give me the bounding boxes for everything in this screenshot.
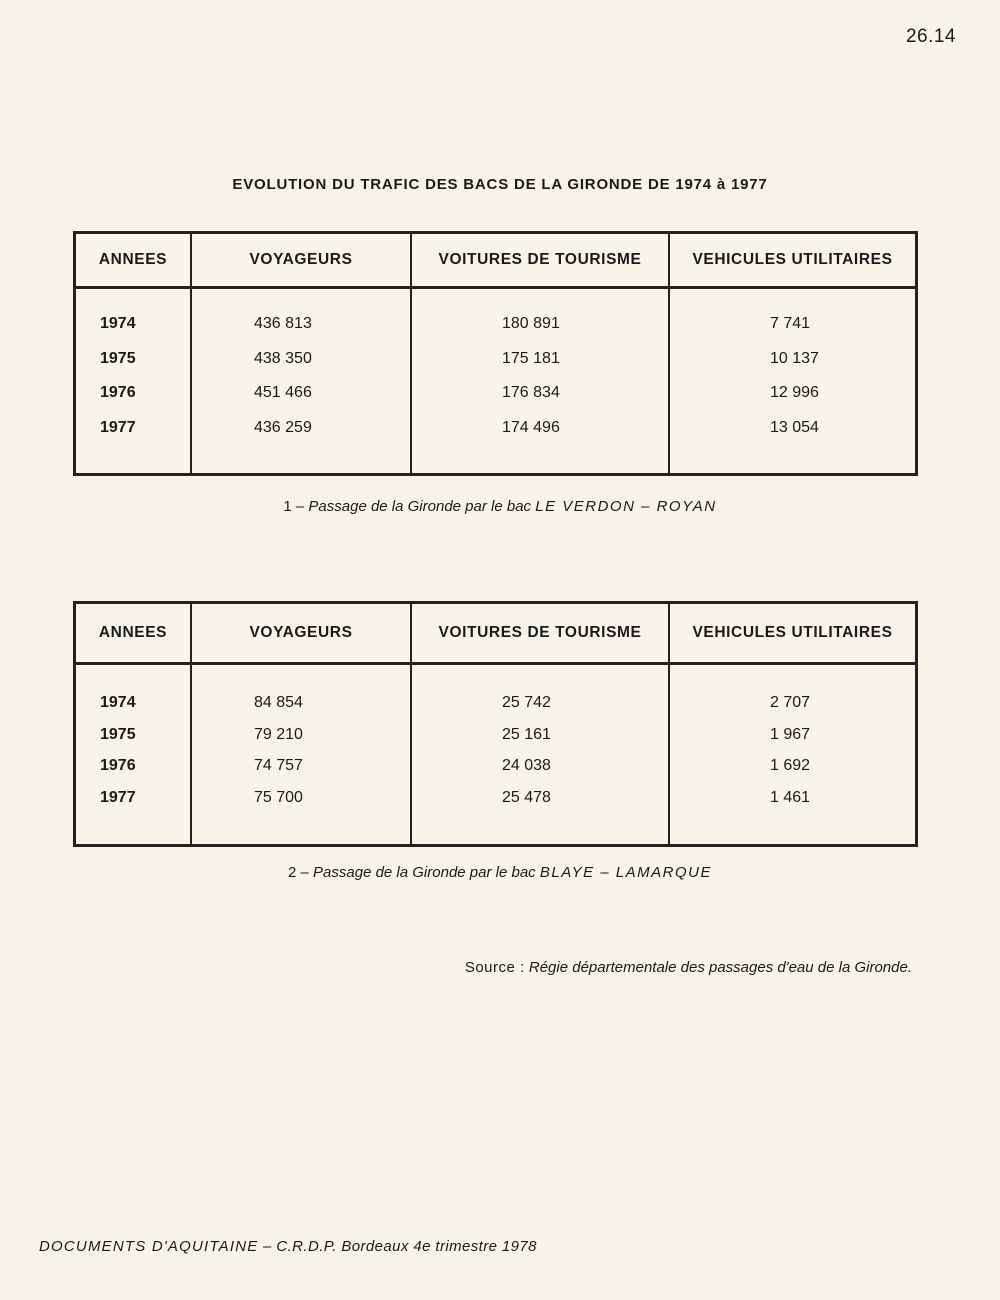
vehicules-cell: 7 741 — [770, 315, 811, 332]
vehicules-cell: 12 996 — [770, 384, 819, 401]
footer-details: – C.R.D.P. Bordeaux 4e trimestre 1978 — [263, 1238, 537, 1255]
voyageurs-cell: 436 259 — [254, 418, 312, 436]
year-cell: 1976 — [100, 384, 136, 401]
table-body — [76, 289, 915, 473]
column-header-voyageurs: VOYAGEURS — [192, 604, 412, 662]
caption-number: 1 – — [283, 498, 305, 515]
voyageurs-cell: 451 466 — [254, 384, 312, 401]
voitures-cell: 24 038 — [502, 757, 551, 774]
traffic-table-verdon-royan — [73, 231, 918, 476]
table-header — [76, 604, 915, 665]
vehicules-cell: 13 054 — [770, 418, 819, 436]
page-number: 26.14 — [905, 26, 956, 47]
voitures-cell: 174 496 — [502, 418, 560, 436]
page-footer — [39, 1238, 537, 1255]
column-header-voyageurs: VOYAGEURS — [192, 234, 412, 286]
voyageurs-cell: 79 210 — [254, 725, 303, 743]
column-header-voitures: VOITURES DE TOURISME — [412, 234, 670, 286]
table-caption-2 — [0, 864, 1000, 881]
voitures-cell: 180 891 — [502, 315, 560, 332]
column-header-annees: ANNEES — [76, 604, 192, 662]
source-label: Source : — [464, 959, 525, 976]
voyageurs-cell: 438 350 — [254, 349, 312, 367]
column-vehicules — [670, 289, 915, 473]
column-annees — [76, 289, 192, 473]
voitures-cell: 25 742 — [502, 694, 551, 711]
voitures-cell: 25 478 — [502, 788, 551, 806]
column-voitures — [412, 665, 670, 844]
page-title: EVOLUTION DU TRAFIC DES BACS DE LA GIRONDE DE 1974 à 1977 — [232, 176, 768, 193]
caption-place: LE VERDON – ROYAN — [535, 498, 717, 515]
column-annees — [76, 665, 192, 844]
table-header — [76, 234, 915, 289]
column-header-annees: ANNEES — [76, 234, 192, 286]
year-cell: 1977 — [100, 788, 136, 806]
column-voyageurs — [192, 289, 412, 473]
year-cell: 1974 — [100, 694, 136, 711]
vehicules-cell: 1 967 — [770, 725, 811, 743]
year-cell: 1975 — [100, 725, 136, 743]
footer-publication: DOCUMENTS D'AQUITAINE — [39, 1238, 259, 1255]
caption-number: 2 – — [288, 864, 309, 881]
voyageurs-cell: 84 854 — [254, 694, 303, 711]
voitures-cell: 176 834 — [502, 384, 560, 401]
column-header-voitures: VOITURES DE TOURISME — [412, 604, 670, 662]
table-caption-1 — [0, 498, 1000, 515]
caption-place: BLAYE – LAMARQUE — [539, 864, 712, 881]
caption-text: Passage de la Gironde par le bac — [308, 498, 532, 515]
table-body — [76, 665, 915, 844]
vehicules-cell: 10 137 — [770, 349, 819, 367]
vehicules-cell: 1 692 — [770, 757, 811, 774]
vehicules-cell: 2 707 — [770, 694, 811, 711]
column-vehicules — [670, 665, 915, 844]
column-header-vehicules: VEHICULES UTILITAIRES — [692, 251, 893, 268]
voitures-cell: 25 161 — [502, 725, 551, 743]
source-note — [465, 959, 912, 976]
caption-text: Passage de la Gironde par le bac — [313, 864, 536, 881]
column-header-vehicules: VEHICULES UTILITAIRES — [692, 624, 893, 641]
vehicules-cell: 1 461 — [770, 788, 811, 806]
voyageurs-cell: 75 700 — [254, 788, 303, 806]
year-cell: 1977 — [100, 418, 136, 436]
year-cell: 1974 — [100, 315, 136, 332]
voitures-cell: 175 181 — [502, 349, 560, 367]
column-voyageurs — [192, 665, 412, 844]
voyageurs-cell: 436 813 — [254, 315, 312, 332]
traffic-table-blaye-lamarque — [73, 601, 918, 847]
voyageurs-cell: 74 757 — [254, 757, 303, 774]
year-cell: 1975 — [100, 349, 136, 367]
year-cell: 1976 — [100, 757, 136, 774]
column-voitures — [412, 289, 670, 473]
source-text: Régie départementale des passages d'eau de la Gironde. — [528, 959, 912, 976]
